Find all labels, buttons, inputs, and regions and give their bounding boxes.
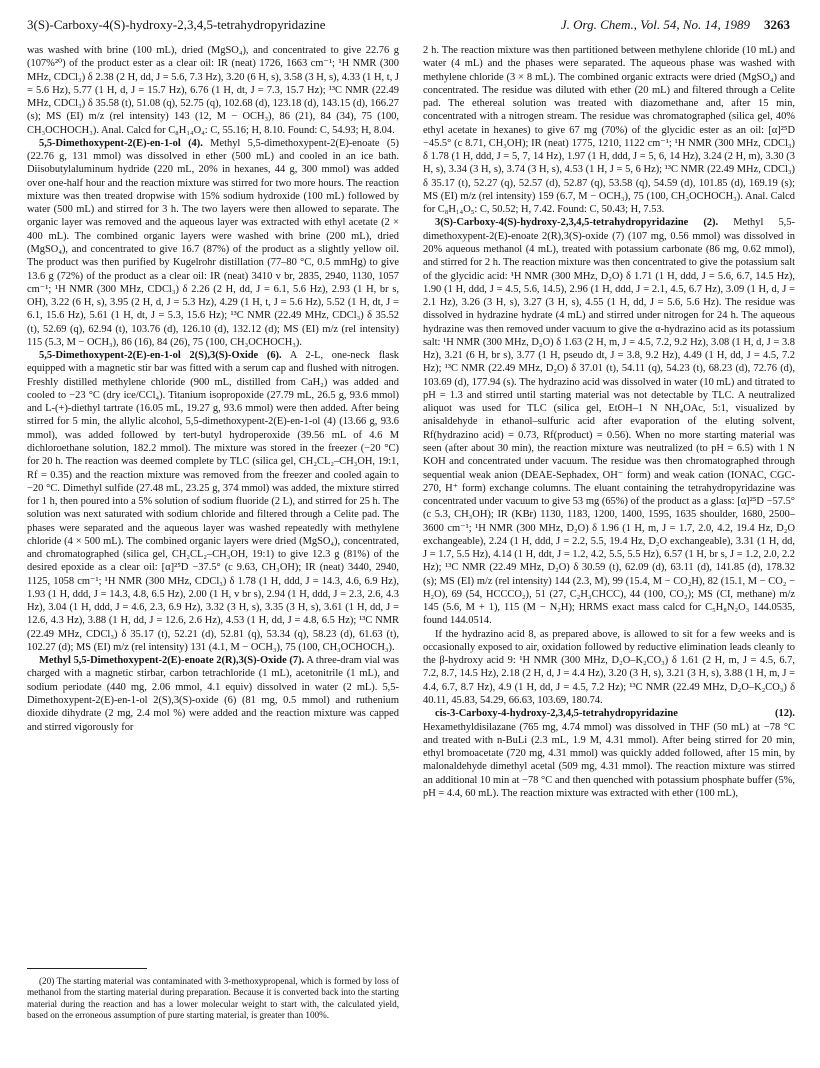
paragraph-text: A 2-L, one-neck flask equipped with a magnetic stir bar was fitted with a serum cap and flushed with nitrogen. Freshly distilled methylene chloride (900 mL, distilled from CaH₂) was added and cooled to −23 °C (dry ice/CCl₄). Titanium isopropoxide (27.79 mL, 26.5 g, 93.6 mmol) and L-(+)-diethyl tartrate (16.05 mL, 19.27 g, 93.6 mmol) were then added. After being stirred for 5 min, the allylic alcohol, 5,5-dimethoxypent-2(E)-en-1-ol (4) (13.66 g, 93.6 mmol), was added followed by tert-butyl hydroperoxide (39.56 mL of 4.6 M dichloroethane solution, 182.2 mmol). The mixture was stored in the freezer (−20 °C) for 20 h. The reaction was deemed complete by TLC (silica gel, CH₂CL₂–CH₃OH, 19:1, Rf = 0.35) and the reaction mixture was removed from the freezer and cooled again to −20 °C. Dimethyl sulfide (27.48 mL, 23.25 g, 374 mmol) was added, the mixture stirred for 1 h, then poured into a 5% solution of sodium fluoride (2 L), and stirred for 25 h. The solution was next saturated with sodium chloride and filtered through a Celite pad. The phases were separated and the aqueous layer was washed repeatedly with methylene chloride (4 × 500 mL). The combined organic layers were dried (MgSO₄), concentrated, and chromatographed (silica gel, CH₂CL₂–CH₃OH, 19:1) to give 12.3 g (81%) of the desired epoxide as a clear oil: [α]²⁵D −37.5° (c 9.63, CH₃OH); IR (neat) 3440, 2940, 1125, 1058 cm⁻¹; ¹H NMR (300 MHz, CDCl₃) δ 1.78 (1 H, ddd, J = 14.3, 4.6, 6.9 Hz), 1.93 (1 H, ddd, J = 14.3, 4.8, 6.5 Hz), 2.00 (1 H, v br s), 2.94 (1 H, ddd, J = 2.3, 2.6, 4.3 Hz), 3.04 (1 H, ddd, J = 4.6, 2.3, 6.9 Hz), 3.32 (3 H, s), 3.35 (3 H, s), 3.61 (1 H, dd, J = 12.6, 4.3 Hz), 3.88 (1 H, dd, J = 12.6, 2.6 Hz), 4.53 (1 H, dd, J = 4.8, 6.5 Hz); ¹³C NMR (22.49 MHz, CDCl₃) δ 35.17 (t), 52.21 (d), 52.81 (q), 53.34 (q), 58.23 (d), 61.63 (t), 102.27 (d); MS (EI) m/z (rel intensity) 131 (4.1, M − OCH₃), 75 (100, CH₃OCHOCH₃). (27, 350, 400, 653)
paragraph (27, 44, 399, 137)
page-number: 3263 (764, 17, 790, 32)
paragraph (423, 628, 795, 708)
section-heading: Methyl 5,5-Dimethoxypent-2(E)-enoate 2(R),3(S)-Oxide (7). (39, 655, 305, 667)
paragraph-text: Hexamethyldisilazane (765 mg, 4.74 mmol) was dissolved in THF (50 mL) at −78 °C and treated with n-BuLi (2.3 mL, 1.9 M, 4.31 mmol). After being stirred for 20 min, ethyl bromoacetate (720 mg, 4.31 mmol) was quickly added followed, after 15 min, by malonaldehyde dimethyl acetal (509 mg, 4.31 mmol). The reaction mixture was stirred an additional 10 min at −78 °C and then quenched with potassium phosphate buffer (5%, pH = 4.4, 60 mL). The reaction mixture was extracted with ether (100 mL), (423, 721, 795, 799)
right-column (423, 44, 795, 800)
paragraph-text: A three-dram vial was charged with a magnetic stirbar, carbon tetrachloride (1 mL), acetonitrile (1 mL), and sodium periodate (440 mg, 2.06 mmol, 4.1 equiv) dissolved in water (2 mL). 5,5-Dimethoxypent-2(E)-en-1-ol 2(S),3(S)-oxide (6) (81 mg, 0.5 mmol) and ruthenium dioxide dihydrate (2 mg, 2.4 mol %) were added and the reaction mixture was capped and stirred vigorously for (27, 655, 399, 733)
paragraph (27, 654, 399, 734)
section-heading: 3(S)-Carboxy-4(S)-hydroxy-2,3,4,5-tetrahydropyridazine (2). (435, 217, 719, 229)
left-column (27, 44, 399, 734)
paragraph-text: 2 h. The reaction mixture was then partitioned between methylene chloride (10 mL) and water (4 mL) and the phases were separated. The aqueous phase was washed with methylene chloride (3 × 8 mL). The combined organic extracts were dried (MgSO₄) and concentrated. The residue was diluted with ether (20 mL) and filtered through a Celite pad. The ethereal solution was treated with diazomethane and, after 15 min, concentrated with a nitrogen stream. The residue was chromatographed (silica gel, 40% ethyl acetate in hexanes) to give 67 mg (70%) of the glycidic ester as an oil: [α]²⁵D −45.5° (c 8.71, CH₃OH); IR (neat) 1775, 1210, 1122 cm⁻¹; ¹H NMR (300 MHz, CDCl₃) δ 1.78 (1 H, ddd, J = 5, 7, 14 Hz), 1.97 (1 H, ddd, J = 5, 6, 14 Hz), 3.24 (2 H, m), 3.30 (3 H, s), 3.34 (3 H, s), 3.74 (3 H, s), 4.53 (1 H, J = 5, 6 Hz); ¹³C NMR (22.49 MHz, CDCl₃) δ 35.17 (t), 52.27 (q), 52.57 (d), 52.87 (q), 53.58 (q), 54.59 (d), 101.85 (d), 169.19 (s); MS (EI) m/z (rel intensity) 159 (6.7, M − OCH₃), 75 (100, CH₃OCHOCH₃). Anal. Calcd for C₈H₁₄O₅: C, 50.52; H, 7.42. Found: C, 50.43; H, 7.53. (423, 45, 795, 216)
paragraph-text: Methyl 5,5-dimethoxypent-2(E)-enoate 2(R),3(S)-oxide (7) (107 mg, 0.56 mmol) was dissolved in 20% aqueous methanol (4 mL), treated with potassium carbonate (86 mg, 0.62 mmol), and stirred for 2 h. The reaction mixture was then concentrated to give the potassium salt of the glycidic acid: ¹H NMR (300 MHz, D₂O) δ 1.71 (1 H, ddd, J = 5.6, 6.7, 14.5 Hz), 1.90 (1 H, ddd, J = 4.5, 5.6, 14.5), 2.96 (1 H, ddd, J = 2.1, 4.5, 6.7 Hz), 3.09 (1 H, d, J = 2.1 Hz), 3.26 (3 H, s), 3.27 (3 H, s), 4.55 (1 H, dd, J = 5.6, 5.6 Hz). The residue was dissolved in hydrazine hydrate (4 mL) and stirred under nitrogen for 24 h. The aqueous hydrazine was then removed under vacuum to give the α-hydrazino acid as its potassium salt: ¹H NMR (300 MHz, D₂O) δ 1.63 (2 H, m, J = 4.5, 7.2, 9.2 Hz), 3.08 (1 H, d, J = 3.8 Hz), 3.21 (6 H, br s), 3.77 (1 H, pseudo dt, J = 3.8, 9.2 Hz), 4.49 (1 H, dd, J = 4.5, 7.2 Hz); ¹³C NMR (22.49 MHz, D₂O) δ 37.01 (t), 54.11 (q), 54.23 (t), 68.23 (d), 72.76 (d), 103.69 (d), 177.94 (s). The hydrazino acid was dissolved in water (10 mL) and titrated to pH = 1.3 and stirred until starting material was not detectable by TLC. A neutralized aliquot was used for TLC (silica gel, EtOH–1 N NH₄OAc, 5:1, visualized by anisaldehyde in ethanol–sulfuric acid after evaporation of the eluting solvent, Rf(hydrazino acid) = 0.73, Rf(product) = 0.56). When no more starting material was seen (after about 30 min), the reaction mixture was neutralized (to pH = 6.5) with 1 N KOH and concentrated under vacuum. The residue was then chromatographed through sequential weak anion (DEAE-Sephadex, OH⁻ form) and weak cation (IONAC, CGC-270, H⁺ form) exchange columns. The eluant containing the tetrahydropyridazine was concentrated under vacuum to give 53 mg (65%) of the product as a glass: [α]²⁵D −57.5° (c 5.3, CH₃OH); IR (KBr) 1130, 1183, 1200, 1400, 1595, 1635 shoulder, 1680, 2500–3600 cm⁻¹; ¹H NMR (300 MHz, D₂O) δ 1.96 (1 H, m, J = 1.7, 2.0, 4.2, 19.4 Hz, D₂O exchangeable), 2.24 (1 H, ddd, J = 2.2, 5.5, 19.4 Hz, D₂O exchangeable), 3.31 (1 H, dd, J = 1.7, 5.5 Hz), 4.14 (1 H, ddt, J = 1.2, 4.2, 5.5, 5.5 Hz), 6.57 (1 H, br s, J = 1.2, 2.0, 2.2 Hz); ¹³C NMR (22.49 MHz, D₂O) δ 30.59 (t), 62.09 (d), 63.11 (d), 141.85 (d), 178.32 (s); MS (EI) m/z (rel intensity) 144 (2.3, M), 99 (15.4, M − CO₂H), 82 (15.1, M − CO₂ − H₂O), 69 (54, HCCCO₂), 51 (27, C₂H₃CHCC), 44 (100, CO₂); MS (CI, methane) m/z 145 (5.6, M + 1), 115 (M − N₂H); HRMS exact mass calcd for C₅H₈N₂O₃ 144.0535, found 144.0514. (423, 217, 795, 627)
footnote (27, 968, 399, 1022)
paragraph (27, 349, 399, 654)
page-header (27, 16, 790, 34)
paragraph (423, 44, 795, 216)
paragraph-text: If the hydrazino acid 8, as prepared above, is allowed to sit for a few weeks and is occasionally exposed to air, oxidation followed by reductive elimination leads cleanly to the β-hydroxy acid 9: ¹H NMR (300 MHz, D₂O–K₂CO₃) δ 1.61 (2 H, m, J = 4.5, 6.7, 7.2, 8.7, 14.5 Hz), 2.18 (2 H, d, J = 4.4 Hz), 3.20 (3 H, s), 3.21 (3 H, s), 3.88 (1 H, m, J = 4.4, 6.7, 8.7 Hz), 4.9 (1 H, dd, J = 4.5, 7.2 Hz); ¹³C NMR (22.49 MHz, D₂O–K₂CO₃) δ 40.11, 45.83, 54.29, 66.63, 103.69, 180.74. (423, 628, 795, 707)
footnote-text: (20) The starting material was contaminated with 3-methoxypropenal, which is formed by loss of methanol from the starting material during preparation. Because it is converted back into the starting material during the reaction and has a lower molecular weight to start with, the calculated yield, based on the erroneous assumption of pure starting material, is greater than 100%. (27, 976, 399, 1021)
footnote-rule (27, 968, 147, 969)
paragraph-text: was washed with brine (100 mL), dried (MgSO₄), and concentrated to give 22.76 g (107%²⁰) of the product ester as a clear oil: IR (neat) 1726, 1663 cm⁻¹; ¹H NMR (300 MHz, CDCl₃) δ 2.38 (2 H, dd, J = 5.6, 7.3 Hz), 3.20 (6 H, s), 3.58 (3 H, s), 4.33 (1 H, t, J = 5.6 Hz), 5.77 (1 H, d, J = 15.7 Hz), 6.76 (1 H, dt, J = 7.3, 15.7 Hz); ¹³C NMR (22.49 MHz, CDCl₃) δ 35.58 (t), 51.08 (q), 52.75 (q), 102.68 (d), 123.18 (d), 143.15 (d), 166.27 (s); MS (EI) m/z (rel intensity) 143 (12, M − OCH₃), 86 (21), 84 (34), 75 (100, CH₃OCHOCH₃). Anal. Calcd for C₈H₁₄O₄: C, 55.16; H, 8.10. Found: C, 54.93; H, 8.04. (27, 45, 399, 136)
paragraph-text: Methyl 5,5-dimethoxypent-2(E)-enoate (5) (22.76 g, 131 mmol) was dissolved in ether (500 mL) and cooled in an ice bath. Diisobutylaluminum hydride (220 mL, 20% in hexanes, 44 g, 300 mmol) was added over one-half hour and the reaction mixture was stirred for two more hours. The reaction mixture was then treated dropwise with 15% sodium hydroxide (100 mL) followed by water (500 mL) and stirred for 3 h. The two layers were then allowed to separate. The organic layer was removed and the aqueous layer was extracted with ethyl acetate (2 × 400 mL). The combined organic layers were washed with brine (200 mL), dried (MgSO₄), and concentrated to give 16.7 (87%) of the product as a slightly yellow oil. The product was then purified by Kugelrohr distillation (77–80 °C, 0.5 mmHg) to give 13.6 g (72%) of the product as a clear oil: IR (neat) 3410 v br, 2835, 2940, 1130, 1057 cm⁻¹; ¹H NMR (300 MHz, CDCl₃) δ 2.26 (2 H, dd, J = 6.1, 5.6 Hz), 2.93 (1 H, br s, OH), 3.22 (6 H, s), 3.95 (2 H, d, J = 5.3 Hz), 4.29 (1 H, t, J = 5.6 Hz), 5.52 (1 H, dt, J = 6.1, 15.6 Hz), 5.61 (1 H, dt, J = 5.3, 15.6 Hz); ¹³C NMR (22.49 MHz, CDCl₃) δ 35.52 (t), 52.69 (q), 62.94 (t), 103.76 (d), 126.10 (d), 132.12 (d); MS (EI) m/z (rel intensity) 115 (5.3, M − OCH₃), 86 (16), 84 (26), 75 (100, CH₃OCHOCH₃). (27, 137, 399, 348)
paragraph (27, 137, 399, 349)
paragraph (423, 216, 795, 627)
running-title: 3(S)-Carboxy-4(S)-hydroxy-2,3,4,5-tetrahydropyridazine (27, 17, 326, 32)
section-heading: cis-3-Carboxy-4-hydroxy-2,3,4,5-tetrahydropyridazine (12). (435, 708, 795, 720)
journal-citation (561, 16, 790, 34)
section-heading: 5,5-Dimethoxypent-2(E)-en-1-ol 2(S),3(S)-Oxide (6). (39, 350, 282, 362)
section-heading: 5,5-Dimethoxypent-2(E)-en-1-ol (4). (39, 137, 203, 149)
paragraph (423, 707, 795, 800)
journal-name: J. Org. Chem., Vol. 54, No. 14, 1989 (560, 17, 750, 32)
